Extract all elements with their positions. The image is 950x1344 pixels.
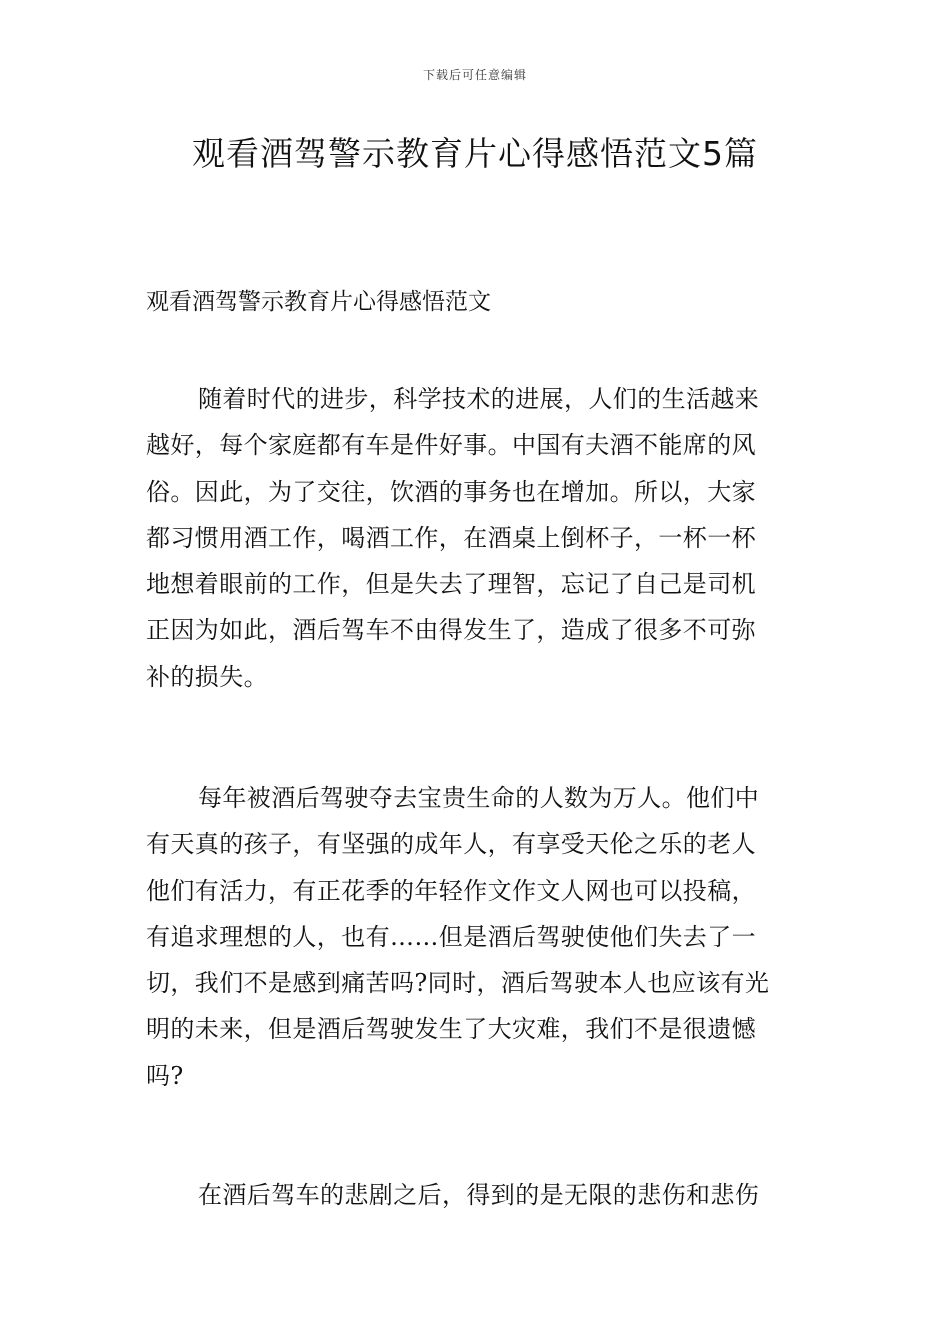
paragraph-3: [146, 1172, 806, 1218]
paragraph-line: 明的未来，但是酒后驾驶发生了大灾难，我们不是很遗憾: [146, 1015, 756, 1044]
paragraph-line: 有天真的孩子，有坚强的成年人，有享受天伦之乐的老人: [146, 830, 756, 859]
paragraph-line: 随着时代的进步，科学技术的进展，人们的生活越来: [198, 385, 760, 413]
paragraph-line: 在酒后驾车的悲剧之后，得到的是无限的悲伤和悲伤: [198, 1181, 760, 1209]
paragraph-line: 补的损失。: [146, 662, 268, 691]
paragraph-line: 有追求理想的人，也有……但是酒后驾驶使他们失去了一: [146, 922, 756, 951]
paragraph-line: 越好，每个家庭都有车是件好事。中国有夫酒不能席的风: [146, 431, 756, 460]
header-note: 下载后可任意编辑: [422, 68, 527, 82]
paragraph-line: 地想着眼前的工作，但是失去了理智，忘记了自己是司机: [146, 570, 756, 599]
paragraph-line: 俗。因此，为了交往，饮酒的事务也在增加。所以，大家: [146, 477, 756, 506]
paragraph-line: 都习惯用酒工作，喝酒工作，在酒桌上倒杯子，一杯一杯: [146, 523, 756, 552]
paragraph-line: 正因为如此，酒后驾车不由得发生了，造成了很多不可弥: [146, 616, 756, 645]
paragraph-1: [146, 376, 806, 700]
document-title: 观看酒驾警示教育片心得感悟范文5篇: [192, 134, 758, 173]
paragraph-line: 他们有活力，有正花季的年轻作文作文人网也可以投稿，: [146, 876, 756, 905]
paragraph-line: 每年被酒后驾驶夺去宝贵生命的人数为万人。他们中: [198, 784, 760, 812]
paragraph-line: 吗?: [146, 1061, 184, 1090]
paragraph-line: 切，我们不是感到痛苦吗?同时，酒后驾驶本人也应该有光: [146, 969, 770, 998]
document-subtitle: 观看酒驾警示教育片心得感悟范文: [146, 289, 491, 315]
paragraph-2: [146, 775, 806, 1099]
